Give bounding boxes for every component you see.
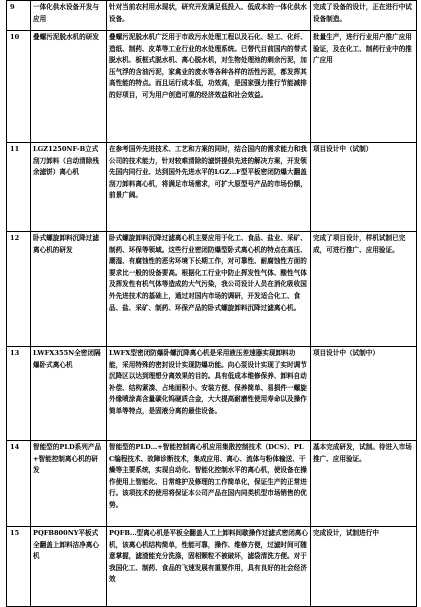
project-name: LGZ1250NF-B立式刮刀卸料（自动清除残余滤饼）离心机 <box>31 143 107 232</box>
project-name: 卧式螺旋卸料沉降过滤离心机的研发 <box>31 232 107 347</box>
project-description: 针对当前农村用水现状，研究开发满足低投入、低成本的一体化供水设备。 <box>107 1 311 31</box>
table-row <box>7 441 417 527</box>
project-status: 完成了项目设计，样机试制已完成，可进行推广、应用验证。 <box>311 232 417 347</box>
row-number: 13 <box>7 347 31 441</box>
row-number: 9 <box>7 1 31 31</box>
row-number: 12 <box>7 232 31 347</box>
project-table <box>6 0 417 607</box>
project-name: PQFB800NY平板式全翻盖上卸料洁净离心机 <box>31 527 107 607</box>
project-description: PQFB…型离心机是平板全翻盖人工上卸料间歇操作过滤式密闭离心机，该离心机结构简单，性能可靠，操作、维修方便，过滤时间可随意掌握，滤渣能充分洗涤，固相颗粒不被破坏，滤袋清洗方便。对于我国化工、制药、食品的飞速发展有重要作用，具有良好的社会经济效 <box>107 527 311 607</box>
project-name: 智能型的PLD系列产品+智能控制离心机的研发 <box>31 441 107 527</box>
table-row <box>7 1 417 31</box>
project-status: 基本完成研发，试制。待进入市场推广、应用验证。 <box>311 441 417 527</box>
row-number: 15 <box>7 527 31 607</box>
row-number: 10 <box>7 31 31 143</box>
table-row <box>7 31 417 143</box>
project-status: 项目设计中（试制） <box>311 143 417 232</box>
table-row <box>7 527 417 607</box>
project-status: 批量生产，进行行业用户推广应用验证，及在化工、制药行业中的推广应用 <box>311 31 417 143</box>
project-description: 在参考国外先进技术、工艺和方案的同时，结合国内的需求能力和我公司的技术能力，针对较难清除的滤饼提供先进的解决方案，开发领先国内同行业、达到国外先进水平的LGZ…F型平板密闭防爆大翻盖刮刀卸料离心机，将满足市场需求，可扩大原型号产品的市场份额，前景广阔。 <box>107 143 311 232</box>
project-name: LWFX355N全密闭隔爆卧式离心机 <box>31 347 107 441</box>
project-name: 一体化供水设备开发与应用 <box>31 1 107 31</box>
project-status: 完成设计，试制进行中 <box>311 527 417 607</box>
project-name: 叠螺污泥脱水机的研发 <box>31 31 107 143</box>
project-status: 项目设计中（试制中） <box>311 347 417 441</box>
row-number: 11 <box>7 143 31 232</box>
table-row <box>7 232 417 347</box>
table-row <box>7 347 417 441</box>
table-row <box>7 143 417 232</box>
project-description: 卧式螺旋卸料沉降过滤离心机主要应用于化工、食品、盐业、采矿、制药、环保等领域。这些行业密闭防爆型卧式离心机的特点在高压、潮湿、有腐蚀性的恶劣环境下长期工作，对可靠性、耐腐蚀性方面的要求比一般的设备要高。根据化工行业中防止挥发性气体、酸性气体及挥发性有机气体等造成的大气污染，我公司设计人员在消化吸收国外先进技术的基础上，通过对国内市场的调研，开发适合化工、食品、盐、采矿、制药、环保产品的卧式螺旋卸料沉降过滤离心机。 <box>107 232 311 347</box>
project-description: 叠螺污泥脱水机广泛用于市政污水处理工程以及石化、轻工、化纤、造纸、制药、皮革等工业行业的水处理系统。已替代目前国内的带式脱水机、板框式脱水机、离心脱水机，对生物处理池的剩余污泥，加压气浮的含油污泥，家禽业的废水等各种各样的活性污泥，都发挥其高性能的特点。而且运行成本低，功效高，是国家强力推行节能减排的好项目，可为用户创造可观的经济效益和社会效益。 <box>107 31 311 143</box>
project-status: 完成了设备的设计，正在进行中试设备制造。 <box>311 1 417 31</box>
row-number: 14 <box>7 441 31 527</box>
project-description: LWFX型密闭防爆卧螺沉降离心机是采用液压差速器实现卸料功能，采用特殊的密封设计实现防爆功能。向心泵设计实现了实时调节沉降区以达到理想分离效果的目的。具有低成本维修保养、卸料自动补偿、结构紧凑、占地面积小、安装方便、保养简单、易损件一螺旋外缘喷涂高含量碳化钨硬质合金，大大提高耐磨性使用寿命以及操作简单等特点，是固液分离的最佳设备。 <box>107 347 311 441</box>
project-description: 智能型的PLD…+智能控制离心机应用集散控制技术（DCS）、PLC编程技术、故障诊断技术，集成应用、离心、流体与粉体输送、干燥等主要系统，实现自动化、智能化控制水平的离心机，使设备在操作使用上智能化、日常维护及修理的工作简单化，保证生产的正常进行。该项技术的使用将保证本公司产品在国内同类机型市场销售的优势。 <box>107 441 311 527</box>
